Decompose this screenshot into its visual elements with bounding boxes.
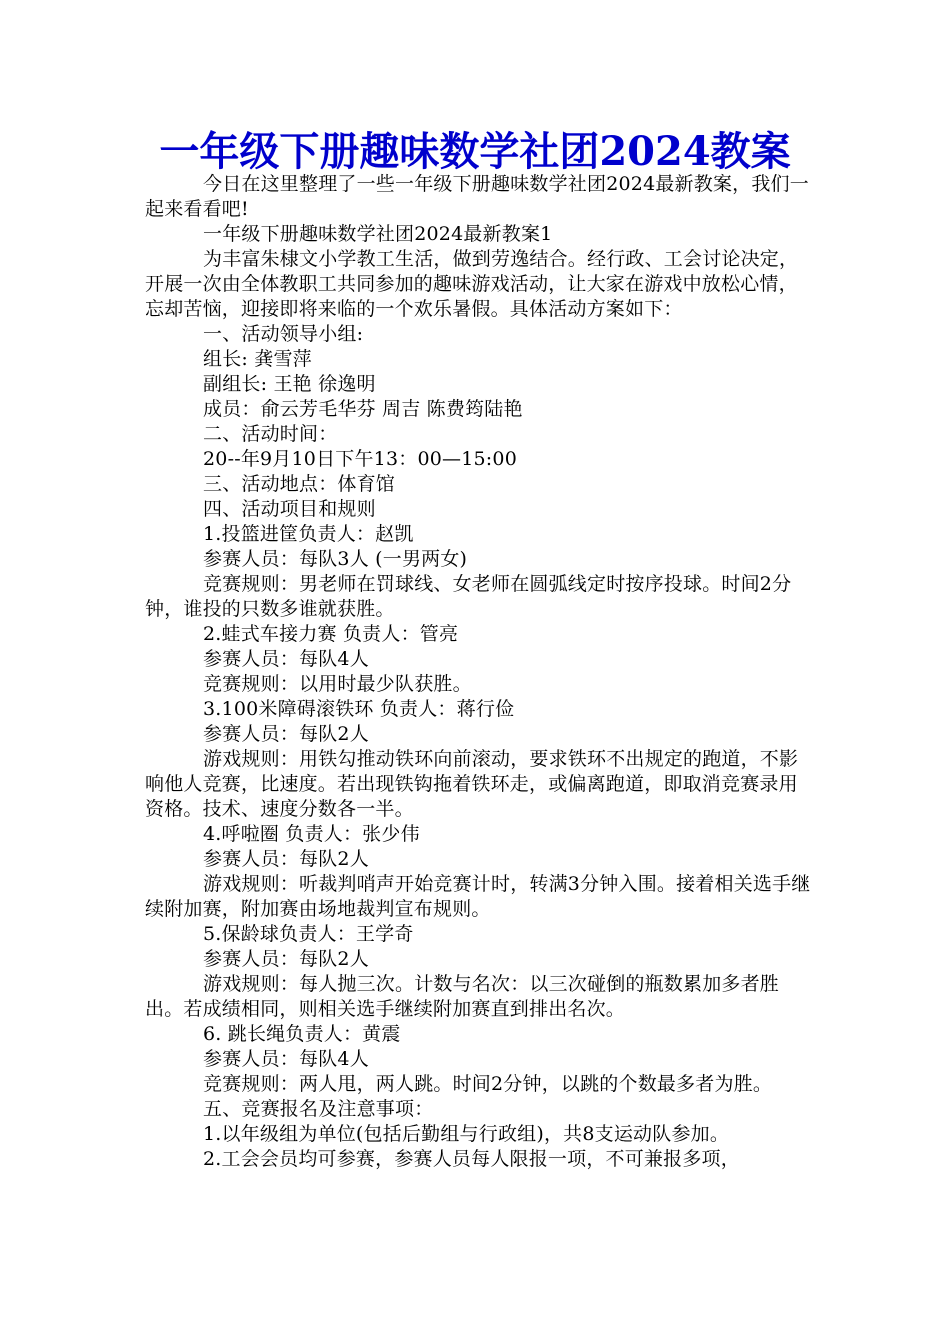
paragraph: 20--年9月10日下午13：00—15:00 — [203, 448, 517, 470]
paragraph: 二、活动时间： — [203, 423, 338, 445]
paragraph: 4.呼啦圈 负责人：张少伟 — [203, 823, 420, 845]
paragraph: 游戏规则：每人抛三次。计数与名次：以三次碰倒的瓶数累加多者胜出。若成绩相同，则相关选手继续附加赛直到排出名次。 — [145, 973, 780, 1020]
paragraph: 2.工会会员均可参赛，参赛人员每人限报一项，不可兼报多项， — [203, 1148, 740, 1170]
paragraph: 四、活动项目和规则 — [203, 498, 376, 520]
paragraph: 游戏规则：听裁判哨声开始竞赛计时，转满3分钟入围。接着相关选手继续附加赛，附加赛由场地裁判宣布规则。 — [145, 873, 811, 920]
paragraph: 成员：俞云芳毛华芬 周吉 陈费筠陆艳 — [203, 398, 523, 420]
document-title: 一年级下册趣味数学社团2024教案 — [159, 128, 791, 175]
paragraph: 5.保龄球负责人：王学奇 — [203, 923, 414, 945]
paragraph: 竞赛规则：以用时最少队获胜。 — [203, 673, 472, 695]
paragraph: 组长: 龚雪萍 — [203, 348, 312, 370]
paragraph: 竞赛规则：两人甩，两人跳。时间2分钟，以跳的个数最多者为胜。 — [203, 1073, 773, 1095]
paragraph: 三、活动地点：体育馆 — [203, 473, 396, 495]
paragraph: 6. 跳长绳负责人：黄震 — [203, 1023, 401, 1045]
paragraph: 参赛人员：每队2人 — [203, 723, 369, 745]
paragraph: 参赛人员：每队4人 — [203, 1048, 369, 1070]
paragraph: 参赛人员：每队4人 — [203, 648, 369, 670]
paragraph: 1.投篮进筐负责人：赵凯 — [203, 523, 414, 545]
paragraph: 参赛人员：每队2人 — [203, 948, 369, 970]
paragraph: 参赛人员：每队3人 (一男两女) — [203, 548, 468, 570]
paragraph: 五、竞赛报名及注意事项： — [203, 1098, 434, 1120]
paragraph: 为丰富朱棣文小学教工生活，做到劳逸结合。经行政、工会讨论决定，开展一次由全体教职工共同参加的趣味游戏活动，让大家在游戏中放松心情，忘却苦恼，迎接即将来临的一个欢乐暑假。具体活动方案如下： — [145, 248, 799, 320]
paragraph: 1.以年级组为单位(包括后勤组与行政组)，共8支运动队参加。 — [203, 1123, 730, 1145]
paragraph: 今日在这里整理了一些一年级下册趣味数学社团2024最新教案，我们一起来看看吧! — [145, 173, 809, 220]
paragraph: 一年级下册趣味数学社团2024最新教案1 — [203, 223, 553, 245]
paragraph: 2.蛙式车接力赛 负责人：管亮 — [203, 623, 459, 645]
document-body — [145, 172, 813, 1172]
paragraph: 3.100米障碍滚铁环 负责人：蒋行俭 — [203, 698, 515, 720]
paragraph: 副组长: 王艳 徐逸明 — [203, 373, 376, 395]
paragraph: 一、活动领导小组: — [203, 323, 364, 345]
paragraph: 竞赛规则：男老师在罚球线、女老师在圆弧线定时按序投球。时间2分钟，谁投的只数多谁就获胜。 — [145, 573, 792, 620]
paragraph: 参赛人员：每队2人 — [203, 848, 369, 870]
paragraph: 游戏规则：用铁勾推动铁环向前滚动，要求铁环不出规定的跑道，不影响他人竞赛，比速度。若出现铁钩拖着铁环走，或偏离跑道，即取消竞赛录用资格。技术、速度分数各一半。 — [145, 748, 799, 820]
